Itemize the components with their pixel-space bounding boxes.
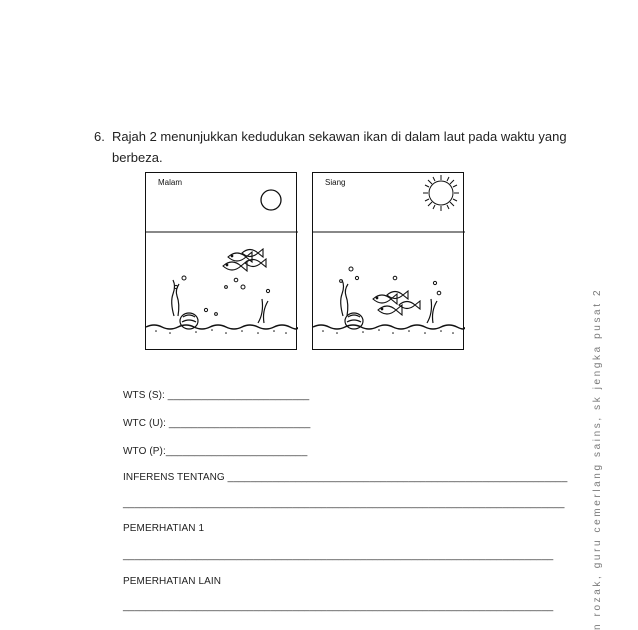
seabed: [146, 325, 298, 329]
day-scene-illustration: [313, 173, 465, 351]
day-panel-label: Siang: [325, 178, 346, 187]
pemerhatian-1-answer-line[interactable]: ____________________________________________________________________________: [123, 550, 554, 561]
sun-icon: [423, 175, 459, 211]
bubbles: [174, 276, 269, 315]
seaweed: [172, 280, 268, 323]
seabed-dots: [155, 329, 287, 334]
question-text-line-2: berbeza.: [112, 150, 163, 165]
moon-icon: [261, 190, 281, 210]
seabed-dots: [322, 329, 454, 334]
bubbles: [340, 267, 441, 295]
night-panel-label: Malam: [158, 178, 183, 187]
seaweed: [341, 280, 437, 323]
fish-group: [373, 291, 420, 315]
pemerhatian-1-label: PEMERHATIAN 1: [123, 523, 205, 534]
night-scene-illustration: [146, 173, 298, 351]
pemerhatian-lain-answer-line[interactable]: ____________________________________________________________________________: [123, 601, 554, 612]
wts-field[interactable]: WTS (S): _________________________: [123, 390, 310, 401]
pemerhatian-lain-label: PEMERHATIAN LAIN: [123, 576, 222, 587]
wtc-field[interactable]: WTC (U): _________________________: [123, 418, 311, 429]
inferens-field[interactable]: INFERENS TENTANG ____________________________________________________________: [123, 472, 568, 483]
night-panel: [145, 172, 297, 350]
wto-field[interactable]: WTO (P):_________________________: [123, 446, 308, 457]
shell: [180, 313, 198, 329]
inferens-continuation-line[interactable]: ______________________________________________________________________________: [123, 498, 565, 509]
question-number: 6.: [94, 129, 105, 144]
side-credit-text: n rozak, guru cemerlang sains, sk jengka pusat 2: [592, 287, 603, 630]
seabed: [313, 325, 465, 329]
question-text-line-1: Rajah 2 menunjukkan kedudukan sekawan ikan di dalam laut pada waktu yang: [112, 129, 567, 144]
fish-group: [223, 249, 266, 271]
day-panel: [312, 172, 464, 350]
